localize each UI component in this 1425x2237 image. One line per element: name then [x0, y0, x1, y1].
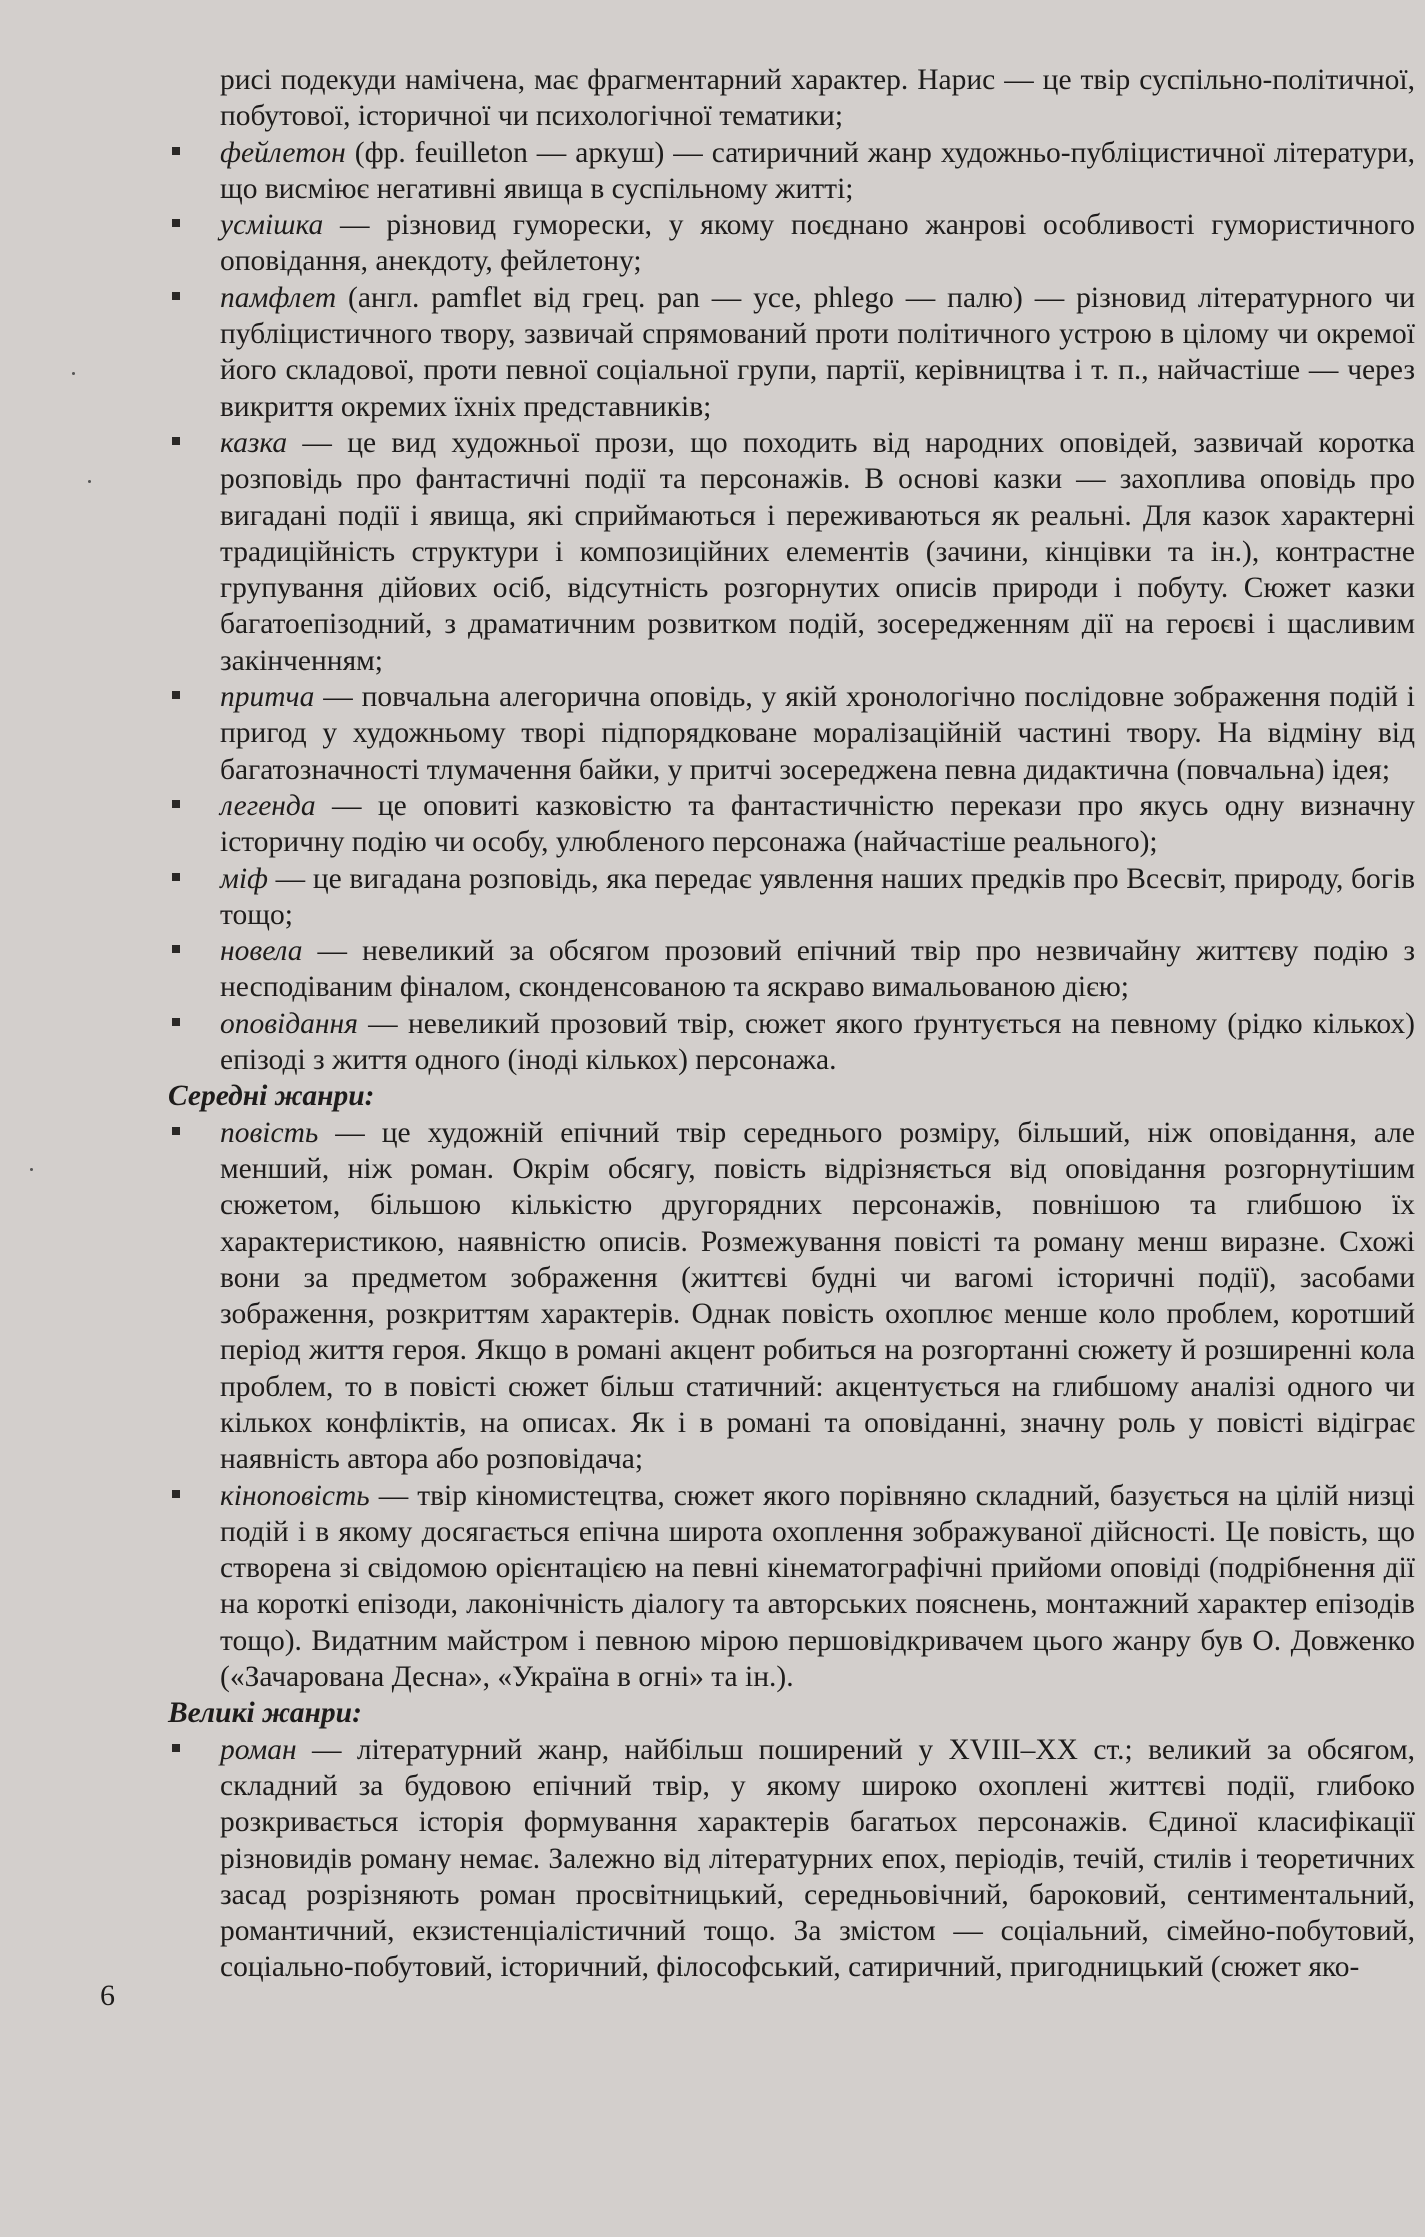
- genre-definition: — це оповиті казковістю та фантастичністю перекази про якусь одну визначну історичну подію чи особу, улюбленого персонажа (найчастіше реального);: [220, 789, 1415, 859]
- list-item: [160, 135, 1415, 208]
- list-item: [160, 679, 1415, 788]
- genre-term: оповідання: [220, 1007, 358, 1040]
- genre-term: легенда: [220, 789, 316, 822]
- middle-genres-list: [160, 1115, 1415, 1696]
- bullet-icon: [172, 1744, 180, 1752]
- scan-speck: [72, 372, 75, 375]
- list-item: [160, 1115, 1415, 1478]
- genre-term: казка: [220, 426, 288, 459]
- list-item: [160, 1006, 1415, 1079]
- genre-definition: — це художній епічний твір середнього розміру, більший, ніж оповідання, але менший, ніж роман. Окрім обсягу, повість відрізняється від оповідання розгорнутішим сюжетом, більшою кількістю другорядних персонажів, повнішою та глибшою їх характеристикою, наявністю описів. Розмежування повісті та роману менш виразне. Схожі вони за предметом зображення (життєві будні чи вагомі історичні події), засобами зображення, розкриттям характерів. Однак повість охоплює менше коло проблем, коротший період життя героя. Якщо в романі акцент робиться на розгортанні сюжету й розширенні кола проблем, то в повісті сюжет більш статичний: акцентується на глибшому аналізі одного чи кількох конфліктів, на описах. Як і в романі та оповіданні, значну роль у повісті відіграє наявність автора або розповідача;: [220, 1116, 1415, 1476]
- large-genres-list: [160, 1732, 1415, 1986]
- genre-term: памфлет: [220, 281, 337, 314]
- bullet-icon: [172, 292, 180, 300]
- genre-definition: — твір кіномистецтва, сюжет якого порівняно складний, базується на цілій низці подій і в якому досягається епічна широта охоплення зображуваної дійсності. Це повість, що створена зі свідомою орієнтацією на певні кінематографічні прийоми оповіді (подрібнення дії на короткі епізоди, лаконічність діалогу та авторських пояснень, монтажний характер епізодів тощо). Видатним майстром і певною мірою першовідкривачем цього жанру був О. Довженко («Зачарована Десна», «Україна в огні» та ін.).: [220, 1479, 1415, 1694]
- bullet-icon: [172, 800, 180, 808]
- list-item: [160, 280, 1415, 425]
- small-genres-list: [160, 135, 1415, 1079]
- list-item: [160, 1478, 1415, 1696]
- bullet-icon: [172, 437, 180, 445]
- list-item: [160, 207, 1415, 280]
- scan-speck: [88, 480, 91, 483]
- continuation-paragraph: рисі подекуди намічена, має фрагментарний характер. Нарис — це твір суспільно-політичної, побутової, історичної чи психологічної тематики;: [220, 64, 1415, 133]
- section-heading-middle: Середні жанри:: [168, 1080, 375, 1113]
- list-item: [160, 1732, 1415, 1986]
- bullet-icon: [172, 1018, 180, 1026]
- genre-definition: — невеликий за обсягом прозовий епічний твір про незвичайну життєву подію з несподіваним фіналом, сконденсованою та яскраво вимальованою дією;: [220, 935, 1415, 1004]
- bullet-icon: [172, 1127, 180, 1135]
- list-item: [160, 788, 1415, 861]
- list-item: [160, 425, 1415, 679]
- scan-speck: [30, 1168, 33, 1171]
- bullet-icon: [172, 147, 180, 155]
- genre-definition: — це вигадана розповідь, яка передає уявлення наших предків про Всесвіт, природу, богів тощо;: [220, 862, 1415, 931]
- page-number: 6: [100, 1979, 115, 2012]
- genre-definition: — різновид гуморески, у якому поєднано жанрові особливості гумористичного оповідання, анекдоту, фейлетону;: [220, 209, 1415, 278]
- genre-definition: — невеликий прозовий твір, сюжет якого ґрунтується на певному (рідко кількох) епізоді з життя одного (іноді кількох) персонажа.: [220, 1007, 1415, 1077]
- genre-definition: (фр. feuilleton — аркуш) — сатиричний жанр художньо-публіцистичної літератури, що висміює негативні явища в суспільному житті;: [220, 136, 1415, 205]
- genre-term: кіноповість: [220, 1479, 370, 1512]
- genre-definition: — літературний жанр, найбільш поширений у XVIII–XX ст.; великий за обсягом, складний за будовою епічний твір, у якому широко охоплені життєві події, глибоко розкривається історія формування характерів багатьох персонажів. Єдиної класифікації різновидів роману немає. Залежно від літературних епох, періодів, течій, стилів і теоретичних засад розрізняють роман просвітницький, середньовічний, бароковий, сентиментальний, романтичний, екзистенціалістичний тощо. За змістом — соціальний, сімейно-побутовий, соціально-побутовий, історичний, філософський, сатиричний, пригодницький (сюжет яко-: [220, 1733, 1415, 1984]
- genre-term: усмішка: [220, 209, 324, 242]
- bullet-icon: [172, 945, 180, 953]
- genre-term: притча: [220, 681, 315, 714]
- genre-term: фейлетон: [220, 136, 346, 169]
- bullet-icon: [172, 691, 180, 699]
- genre-definition: (англ. pamflet від грец. pan — усе, phlego — палю) — різновид літературного чи публіцистичного твору, зазвичай спрямований проти політичного устрою в цілому чи окремої його складової, проти певної соціальної групи, партії, керівництва і т. п., найчастіше — через викриття окремих їхніх представників;: [220, 281, 1415, 423]
- genre-definition: — повчальна алегорична оповідь, у якій хронологічно послідовне зображення подій і пригод у художньому творі підпорядковане моралізаційній частині твору. На відміну від багатозначності тлумачення байки, у притчі зосереджена певна дидактична (повчальна) ідея;: [220, 681, 1415, 786]
- list-item: [160, 861, 1415, 934]
- bullet-icon: [172, 219, 180, 227]
- list-item: [160, 933, 1415, 1006]
- genre-definition: — це вид художньої прози, що походить від народних оповідей, зазвичай коротка розповідь про фантастичні події та персонажів. В основі казки — захоплива оповідь про вигадані події і явища, які сприймаються і переживаються як реальні. Для казок характерні традиційність структури і композиційних елементів (зачини, кінцівки та ін.), контрастне групування дійових осіб, відсутність розгорнутих описів природи і побуту. Сюжет казки багатоепізодний, з драматичним розвитком подій, зосередженням дії на героєві і щасливим закінченням;: [220, 426, 1415, 677]
- page-body: [160, 62, 1415, 1986]
- bullet-icon: [172, 1490, 180, 1498]
- genre-term: міф: [220, 862, 268, 895]
- genre-term: повість: [220, 1116, 319, 1149]
- bullet-icon: [172, 873, 180, 881]
- genre-term: роман: [220, 1733, 297, 1766]
- section-heading-large: Великі жанри:: [168, 1697, 362, 1730]
- genre-term: новела: [220, 935, 303, 968]
